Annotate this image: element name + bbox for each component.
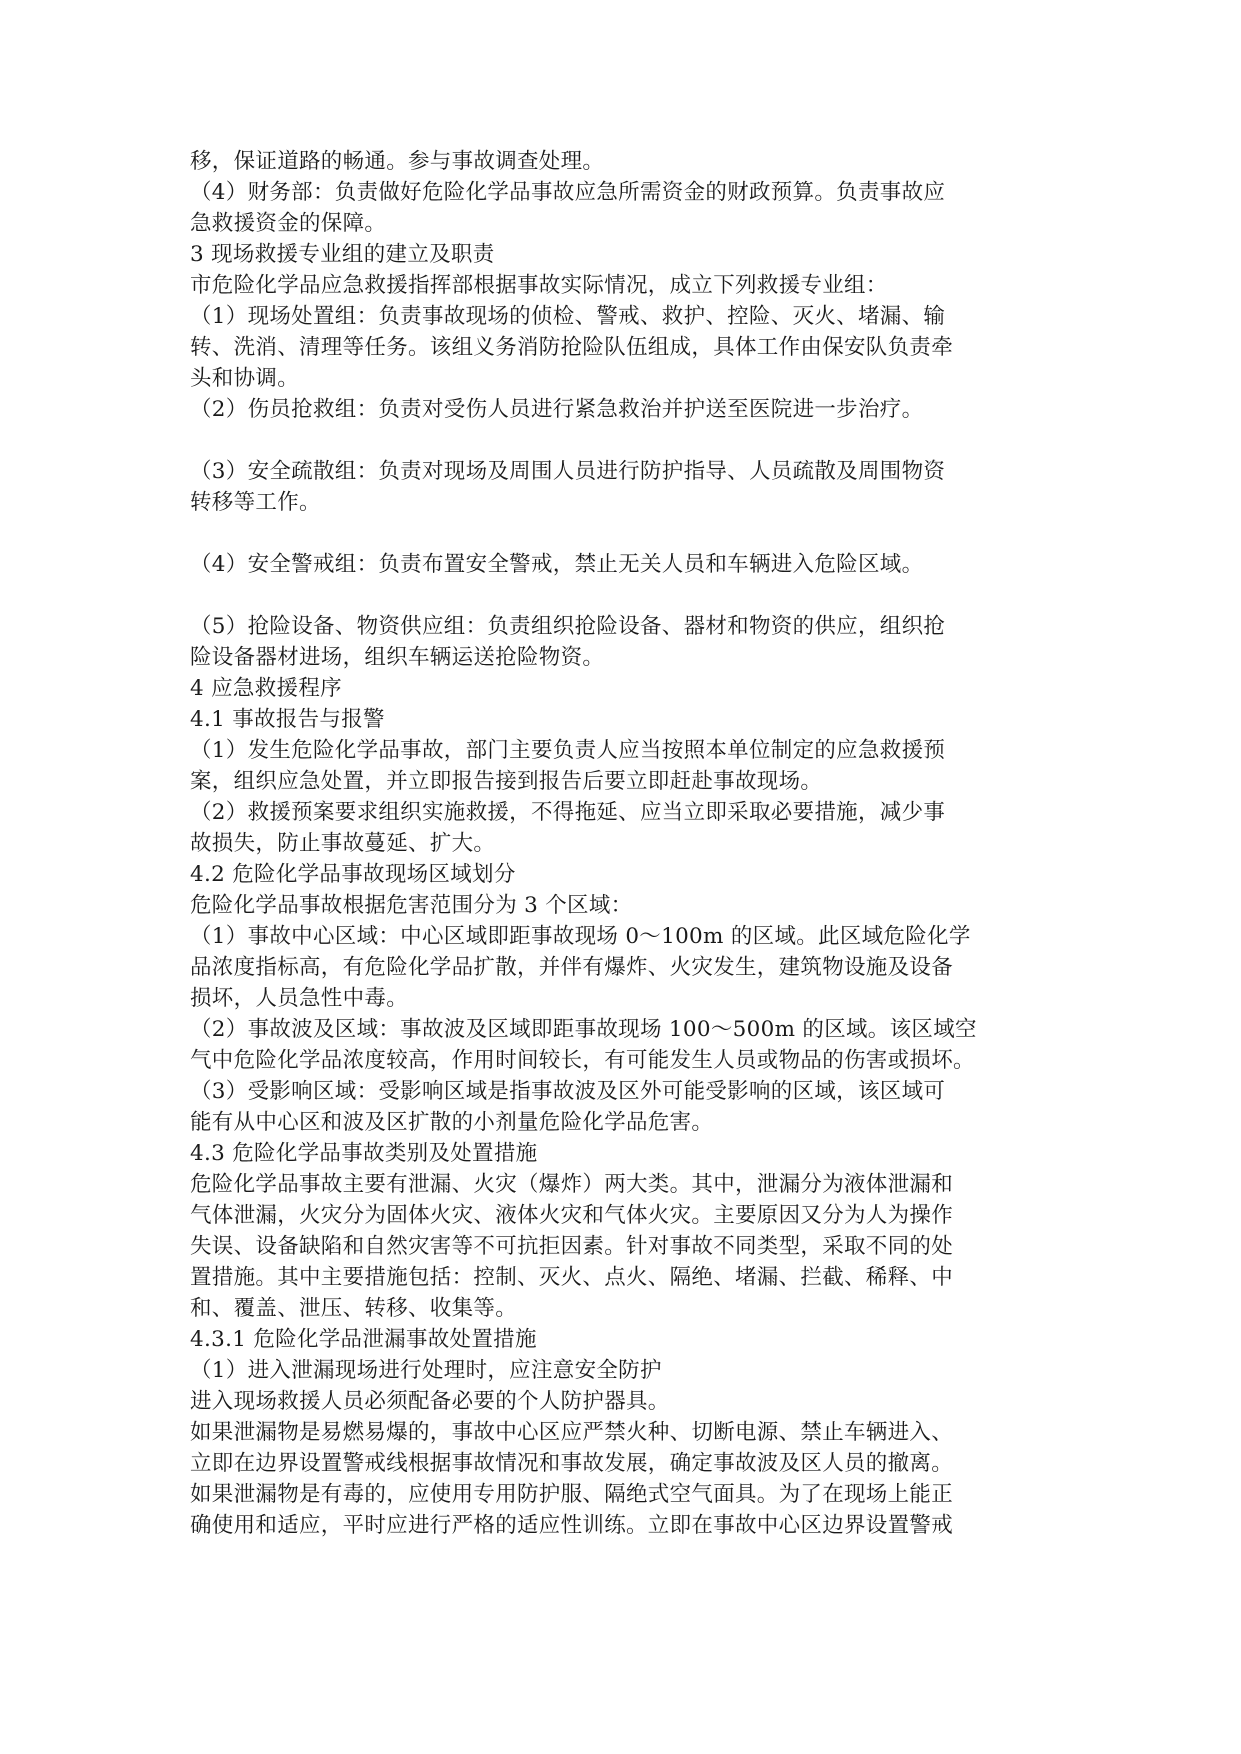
blank-line (190, 580, 1058, 611)
blank-line (190, 518, 1058, 549)
text-line: （1）发生危险化学品事故，部门主要负责人应当按照本单位制定的应急救援预 (190, 738, 946, 763)
section-heading: 4 应急救援程序 (190, 676, 342, 701)
section-heading: 3 现场救援专业组的建立及职责 (190, 242, 495, 267)
text-line: 失误、设备缺陷和自然灾害等不可抗拒因素。针对事故不同类型，采取不同的处 (190, 1234, 954, 1259)
text-line: 能有从中心区和波及区扩散的小剂量危险化学品危害。 (190, 1110, 714, 1135)
document-body (190, 146, 1058, 1541)
text-line: （2）事故波及区域：事故波及区域即距事故现场 100～500m 的区域。该区域空 (190, 1017, 977, 1042)
text-line: 头和协调。 (190, 366, 300, 391)
text-line: 故损失，防止事故蔓延、扩大。 (190, 831, 496, 856)
text-line: 转移等工作。 (190, 490, 321, 515)
text-line: 案，组织应急处置，并立即报告接到报告后要立即赶赴事故现场。 (190, 769, 823, 794)
subsection-heading: 4.3 危险化学品事故类别及处置措施 (190, 1141, 538, 1166)
blank-line (190, 425, 1058, 456)
text-line: （4）财务部：负责做好危险化学品事故应急所需资金的财政预算。负责事故应 (190, 180, 946, 205)
text-line: 危险化学品事故主要有泄漏、火灾（爆炸）两大类。其中，泄漏分为液体泄漏和 (190, 1172, 954, 1197)
text-line: 进入现场救援人员必须配备必要的个人防护器具。 (190, 1389, 670, 1414)
text-line: （1）进入泄漏现场进行处理时，应注意安全防护 (190, 1358, 662, 1383)
text-line: 险设备器材进场，组织车辆运送抢险物资。 (190, 645, 605, 670)
text-line: 置措施。其中主要措施包括：控制、灭火、点火、隔绝、堵漏、拦截、稀释、中 (190, 1265, 954, 1290)
text-line: 急救援资金的保障。 (190, 211, 387, 236)
text-line: （1）事故中心区域：中心区域即距事故现场 0～100m 的区域。此区域危险化学 (190, 924, 971, 949)
text-line: （2）救援预案要求组织实施救援，不得拖延、应当立即采取必要措施，减少事 (190, 800, 946, 825)
text-line: 危险化学品事故根据危害范围分为 3 个区域： (190, 893, 633, 918)
text-line: （5）抢险设备、物资供应组：负责组织抢险设备、器材和物资的供应，组织抢 (190, 614, 946, 639)
text-line: 如果泄漏物是易燃易爆的，事故中心区应严禁火种、切断电源、禁止车辆进入、 (190, 1420, 954, 1445)
subsection-heading: 4.1 事故报告与报警 (190, 707, 385, 732)
text-line: （3）安全疏散组：负责对现场及周围人员进行防护指导、人员疏散及周围物资 (190, 459, 946, 484)
text-line: 市危险化学品应急救援指挥部根据事故实际情况，成立下列救援专业组： (190, 273, 888, 298)
text-line: 损坏，人员急性中毒。 (190, 986, 409, 1011)
text-line: 和、覆盖、泄压、转移、收集等。 (190, 1296, 518, 1321)
text-line: （4）安全警戒组：负责布置安全警戒，禁止无关人员和车辆进入危险区域。 (190, 552, 924, 577)
text-line: 立即在边界设置警戒线根据事故情况和事故发展，确定事故波及区人员的撤离。 (190, 1451, 954, 1476)
text-line: 气体泄漏，火灾分为固体火灾、液体火灾和气体火灾。主要原因又分为人为操作 (190, 1203, 954, 1228)
text-line: 转、洗消、清理等任务。该组义务消防抢险队伍组成，具体工作由保安队负责牵 (190, 335, 954, 360)
text-line: 如果泄漏物是有毒的，应使用专用防护服、隔绝式空气面具。为了在现场上能正 (190, 1482, 954, 1507)
text-line: 气中危险化学品浓度较高，作用时间较长，有可能发生人员或物品的伤害或损坏。 (190, 1048, 975, 1073)
text-line: 移，保证道路的畅通。参与事故调查处理。 (190, 149, 605, 174)
text-line: （2）伤员抢救组：负责对受伤人员进行紧急救治并护送至医院进一步治疗。 (190, 397, 924, 422)
subsection-heading: 4.3.1 危险化学品泄漏事故处置措施 (190, 1327, 537, 1352)
text-line: 确使用和适应，平时应进行严格的适应性训练。立即在事故中心区边界设置警戒 (190, 1513, 954, 1538)
subsection-heading: 4.2 危险化学品事故现场区域划分 (190, 862, 516, 887)
text-line: （1）现场处置组：负责事故现场的侦检、警戒、救护、控险、灭火、堵漏、输 (190, 304, 946, 329)
text-line: （3）受影响区域：受影响区域是指事故波及区外可能受影响的区域，该区域可 (190, 1079, 946, 1104)
text-line: 品浓度指标高，有危险化学品扩散，并伴有爆炸、火灾发生，建筑物设施及设备 (190, 955, 954, 980)
